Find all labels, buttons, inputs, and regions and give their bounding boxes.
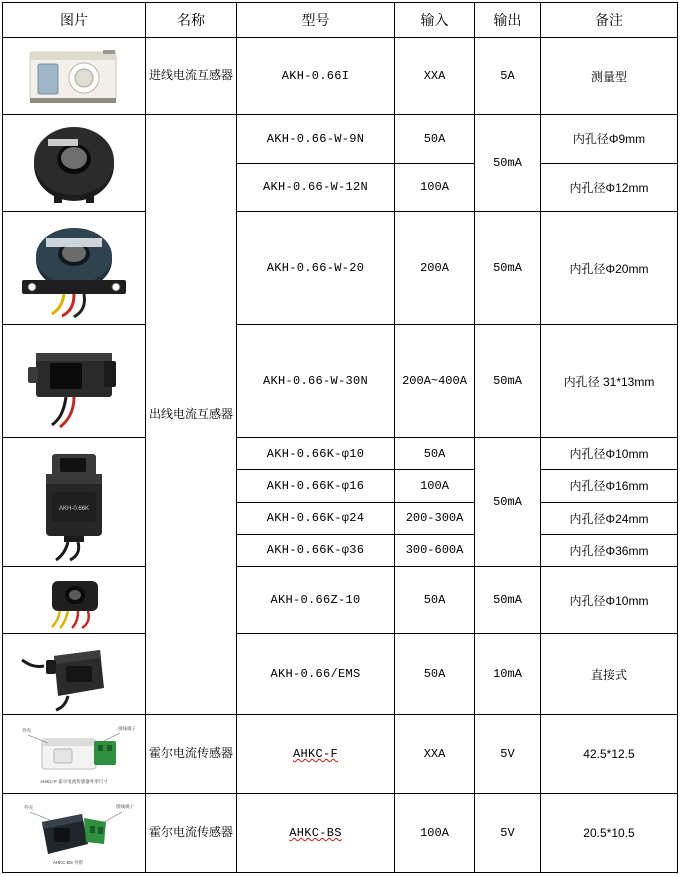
- table-row: [3, 38, 678, 115]
- product-model: AKH-0.66-W-20: [237, 212, 395, 325]
- product-note: 内孔径Φ24mm: [541, 502, 678, 534]
- product-image-cell: [3, 715, 146, 794]
- table-row: [3, 325, 678, 438]
- product-model: AKH-0.66-W-30N: [237, 325, 395, 438]
- table-header-row: [3, 3, 678, 38]
- product-output: 50mA: [475, 325, 541, 438]
- svg-text:接线端子: 接线端子: [116, 804, 134, 809]
- product-model: AKH-0.66K-φ36: [237, 534, 395, 566]
- product-note: 内孔径Φ36mm: [541, 534, 678, 566]
- product-model: AHKC-BS: [237, 794, 395, 873]
- table-row: [3, 212, 678, 325]
- product-model: AKH-0.66/EMS: [237, 634, 395, 715]
- product-name: 霍尔电流传感器: [146, 715, 237, 794]
- panel-mount-toroid-ct-photo: [8, 214, 140, 322]
- product-input: 100A: [395, 470, 475, 502]
- small-black-toroid-ct-photo: [8, 569, 140, 631]
- product-note: 20.5*10.5: [541, 794, 678, 873]
- hall-sensor-green-terminal-photo: [8, 717, 140, 791]
- product-input: 100A: [395, 794, 475, 873]
- product-output: 5V: [475, 794, 541, 873]
- product-note: 42.5*12.5: [541, 715, 678, 794]
- svg-text:AHKC-F 霍尔电流传感器外形尺寸: AHKC-F 霍尔电流传感器外形尺寸: [40, 779, 108, 784]
- column-header-image: 图片: [3, 3, 146, 38]
- svg-text:外壳: 外壳: [24, 805, 33, 810]
- product-input: 300-600A: [395, 534, 475, 566]
- product-input: 50A: [395, 438, 475, 470]
- product-image-cell: [3, 567, 146, 634]
- product-model: AKH-0.66K-φ24: [237, 502, 395, 534]
- product-image-cell: [3, 438, 146, 567]
- product-input: XXA: [395, 715, 475, 794]
- table-row: [3, 794, 678, 873]
- product-output: 10mA: [475, 634, 541, 715]
- table-row: [3, 115, 678, 164]
- product-model: AKH-0.66I: [237, 38, 395, 115]
- column-header-input: 输入: [395, 3, 475, 38]
- product-model: AKH-0.66K-φ10: [237, 438, 395, 470]
- product-image-cell: [3, 634, 146, 715]
- table-row: [3, 634, 678, 715]
- product-name: 霍尔电流传感器: [146, 794, 237, 873]
- product-input: 200A: [395, 212, 475, 325]
- svg-text:AHKC-BS 外形: AHKC-BS 外形: [52, 860, 84, 865]
- product-note: 内孔径Φ10mm: [541, 567, 678, 634]
- column-header-output: 输出: [475, 3, 541, 38]
- round-toroid-ct-black-photo: [8, 117, 140, 209]
- table-row: [3, 438, 678, 470]
- product-note: 内孔径Φ9mm: [541, 115, 678, 164]
- product-image-cell: [3, 212, 146, 325]
- column-header-model: 型号: [237, 3, 395, 38]
- product-note: 内孔径Φ16mm: [541, 470, 678, 502]
- product-model: AKH-0.66-W-9N: [237, 115, 395, 164]
- product-note: 内孔径Φ20mm: [541, 212, 678, 325]
- product-note: 内孔径 31*13mm: [541, 325, 678, 438]
- product-name: 出线电流互感器: [146, 115, 237, 715]
- svg-text:AKH-0.66K: AKH-0.66K: [58, 506, 90, 512]
- product-input: 50A: [395, 634, 475, 715]
- svg-text:接线端子: 接线端子: [118, 726, 136, 731]
- column-header-name: 名称: [146, 3, 237, 38]
- product-output: 50mA: [475, 115, 541, 212]
- product-note: 测量型: [541, 38, 678, 115]
- product-note: 直接式: [541, 634, 678, 715]
- product-input: 50A: [395, 567, 475, 634]
- split-core-ct-white-photo: [8, 40, 140, 112]
- split-core-clamp-ct-photo: [8, 440, 140, 564]
- product-image-cell: [3, 325, 146, 438]
- product-input: 200A~400A: [395, 325, 475, 438]
- table-row: [3, 715, 678, 794]
- product-output: 50mA: [475, 212, 541, 325]
- product-model: AKH-0.66K-φ16: [237, 470, 395, 502]
- product-model: AKH-0.66Z-10: [237, 567, 395, 634]
- product-input: 50A: [395, 115, 475, 164]
- product-name: 进线电流互感器: [146, 38, 237, 115]
- product-input: 100A: [395, 163, 475, 212]
- rectangular-window-ct-photo: [8, 327, 140, 435]
- ems-module-ct-photo: [8, 636, 140, 712]
- product-input: XXA: [395, 38, 475, 115]
- product-note: 内孔径Φ12mm: [541, 163, 678, 212]
- hall-sensor-bs-photo: [8, 796, 140, 870]
- product-image-cell: [3, 115, 146, 212]
- product-output: 50mA: [475, 567, 541, 634]
- product-note: 内孔径Φ10mm: [541, 438, 678, 470]
- product-output: 50mA: [475, 438, 541, 567]
- product-image-cell: [3, 38, 146, 115]
- product-model: AHKC-F: [237, 715, 395, 794]
- table-row: [3, 567, 678, 634]
- svg-text:外壳: 外壳: [22, 728, 31, 733]
- product-image-cell: [3, 794, 146, 873]
- spec-sheet: [0, 2, 679, 876]
- product-input: 200-300A: [395, 502, 475, 534]
- product-spec-table: [2, 2, 678, 873]
- product-output: 5V: [475, 715, 541, 794]
- column-header-note: 备注: [541, 3, 678, 38]
- product-output: 5A: [475, 38, 541, 115]
- product-model: AKH-0.66-W-12N: [237, 163, 395, 212]
